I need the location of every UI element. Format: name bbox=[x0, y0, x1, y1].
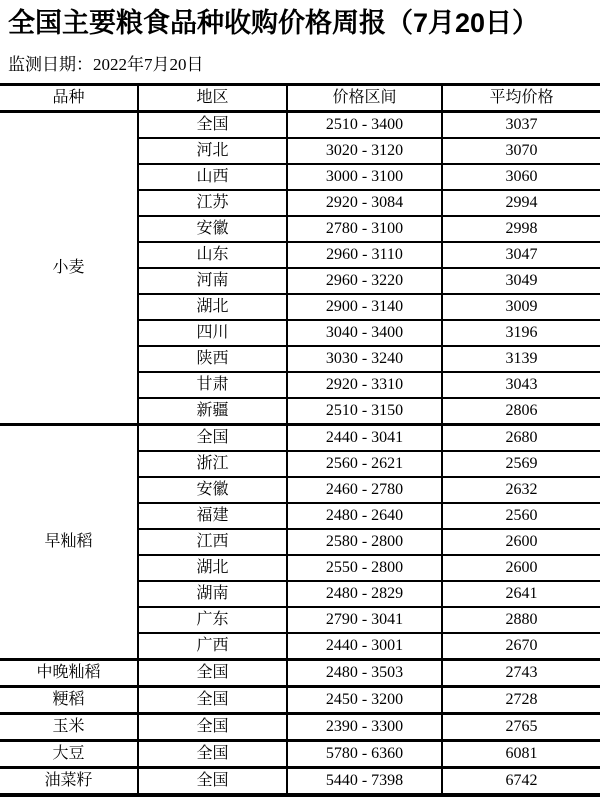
region-cell: 四川 bbox=[138, 320, 287, 346]
avg-price-cell: 2670 bbox=[442, 633, 600, 660]
variety-cell: 中晚籼稻 bbox=[0, 660, 138, 687]
avg-price-cell: 3139 bbox=[442, 346, 600, 372]
avg-price-cell: 2998 bbox=[442, 216, 600, 242]
price-range-cell: 3000 - 3100 bbox=[287, 164, 442, 190]
header-price-range: 价格区间 bbox=[287, 85, 442, 112]
region-cell: 全国 bbox=[138, 425, 287, 452]
region-cell: 全国 bbox=[138, 112, 287, 139]
region-cell: 江苏 bbox=[138, 190, 287, 216]
price-table-body bbox=[0, 112, 600, 796]
price-range-cell: 2920 - 3310 bbox=[287, 372, 442, 398]
price-range-cell: 2390 - 3300 bbox=[287, 714, 442, 741]
price-range-cell: 3040 - 3400 bbox=[287, 320, 442, 346]
header-region: 地区 bbox=[138, 85, 287, 112]
price-range-cell: 2550 - 2800 bbox=[287, 555, 442, 581]
avg-price-cell: 2880 bbox=[442, 607, 600, 633]
price-range-cell: 2900 - 3140 bbox=[287, 294, 442, 320]
region-cell: 广西 bbox=[138, 633, 287, 660]
header-avg-price: 平均价格 bbox=[442, 85, 600, 112]
avg-price-cell: 2743 bbox=[442, 660, 600, 687]
price-range-cell: 2480 - 3503 bbox=[287, 660, 442, 687]
region-cell: 湖北 bbox=[138, 555, 287, 581]
price-range-cell: 2510 - 3150 bbox=[287, 398, 442, 425]
avg-price-cell: 2632 bbox=[442, 477, 600, 503]
region-cell: 安徽 bbox=[138, 477, 287, 503]
variety-cell: 油菜籽 bbox=[0, 768, 138, 796]
price-range-cell: 3030 - 3240 bbox=[287, 346, 442, 372]
region-cell: 全国 bbox=[138, 660, 287, 687]
variety-cell: 粳稻 bbox=[0, 687, 138, 714]
region-cell: 湖南 bbox=[138, 581, 287, 607]
region-cell: 山东 bbox=[138, 242, 287, 268]
avg-price-cell: 2560 bbox=[442, 503, 600, 529]
avg-price-cell: 2600 bbox=[442, 555, 600, 581]
region-cell: 浙江 bbox=[138, 451, 287, 477]
avg-price-cell: 3043 bbox=[442, 372, 600, 398]
table-row bbox=[0, 768, 600, 796]
page-title: 全国主要粮食品种收购价格周报（7月20日） bbox=[8, 8, 540, 38]
variety-cell: 玉米 bbox=[0, 714, 138, 741]
region-cell: 全国 bbox=[138, 687, 287, 714]
price-range-cell: 2450 - 3200 bbox=[287, 687, 442, 714]
price-range-cell: 2440 - 3041 bbox=[287, 425, 442, 452]
price-range-cell: 2480 - 2640 bbox=[287, 503, 442, 529]
avg-price-cell: 2600 bbox=[442, 529, 600, 555]
price-range-cell: 2480 - 2829 bbox=[287, 581, 442, 607]
avg-price-cell: 2569 bbox=[442, 451, 600, 477]
price-range-cell: 2580 - 2800 bbox=[287, 529, 442, 555]
variety-cell: 小麦 bbox=[0, 112, 138, 425]
region-cell: 山西 bbox=[138, 164, 287, 190]
table-row bbox=[0, 714, 600, 741]
avg-price-cell: 3060 bbox=[442, 164, 600, 190]
region-cell: 江西 bbox=[138, 529, 287, 555]
table-row bbox=[0, 660, 600, 687]
region-cell: 河南 bbox=[138, 268, 287, 294]
price-table bbox=[0, 83, 600, 797]
region-cell: 福建 bbox=[138, 503, 287, 529]
region-cell: 全国 bbox=[138, 741, 287, 768]
region-cell: 湖北 bbox=[138, 294, 287, 320]
avg-price-cell: 2994 bbox=[442, 190, 600, 216]
price-range-cell: 2790 - 3041 bbox=[287, 607, 442, 633]
region-cell: 甘肃 bbox=[138, 372, 287, 398]
price-range-cell: 2960 - 3110 bbox=[287, 242, 442, 268]
monitoring-date: 监测日期：2022年7月20日 bbox=[8, 55, 204, 74]
price-range-cell: 2460 - 2780 bbox=[287, 477, 442, 503]
avg-price-cell: 2680 bbox=[442, 425, 600, 452]
region-cell: 全国 bbox=[138, 768, 287, 796]
region-cell: 广东 bbox=[138, 607, 287, 633]
price-range-cell: 2560 - 2621 bbox=[287, 451, 442, 477]
variety-cell: 大豆 bbox=[0, 741, 138, 768]
price-range-cell: 2440 - 3001 bbox=[287, 633, 442, 660]
avg-price-cell: 3070 bbox=[442, 138, 600, 164]
avg-price-cell: 2765 bbox=[442, 714, 600, 741]
price-range-cell: 2510 - 3400 bbox=[287, 112, 442, 139]
avg-price-cell: 2728 bbox=[442, 687, 600, 714]
region-cell: 全国 bbox=[138, 714, 287, 741]
table-row bbox=[0, 112, 600, 139]
avg-price-cell: 3047 bbox=[442, 242, 600, 268]
avg-price-cell: 3049 bbox=[442, 268, 600, 294]
avg-price-cell: 2806 bbox=[442, 398, 600, 425]
region-cell: 安徽 bbox=[138, 216, 287, 242]
table-row bbox=[0, 687, 600, 714]
variety-cell: 早籼稻 bbox=[0, 425, 138, 660]
avg-price-cell: 3037 bbox=[442, 112, 600, 139]
avg-price-cell: 6081 bbox=[442, 741, 600, 768]
region-cell: 新疆 bbox=[138, 398, 287, 425]
avg-price-cell: 6742 bbox=[442, 768, 600, 796]
table-row bbox=[0, 741, 600, 768]
table-header-row bbox=[0, 85, 600, 112]
price-range-cell: 2780 - 3100 bbox=[287, 216, 442, 242]
price-range-cell: 2920 - 3084 bbox=[287, 190, 442, 216]
avg-price-cell: 3196 bbox=[442, 320, 600, 346]
price-range-cell: 5440 - 7398 bbox=[287, 768, 442, 796]
region-cell: 河北 bbox=[138, 138, 287, 164]
table-row bbox=[0, 425, 600, 452]
avg-price-cell: 3009 bbox=[442, 294, 600, 320]
price-range-cell: 2960 - 3220 bbox=[287, 268, 442, 294]
price-range-cell: 3020 - 3120 bbox=[287, 138, 442, 164]
price-range-cell: 5780 - 6360 bbox=[287, 741, 442, 768]
region-cell: 陕西 bbox=[138, 346, 287, 372]
avg-price-cell: 2641 bbox=[442, 581, 600, 607]
header-variety: 品种 bbox=[0, 85, 138, 112]
